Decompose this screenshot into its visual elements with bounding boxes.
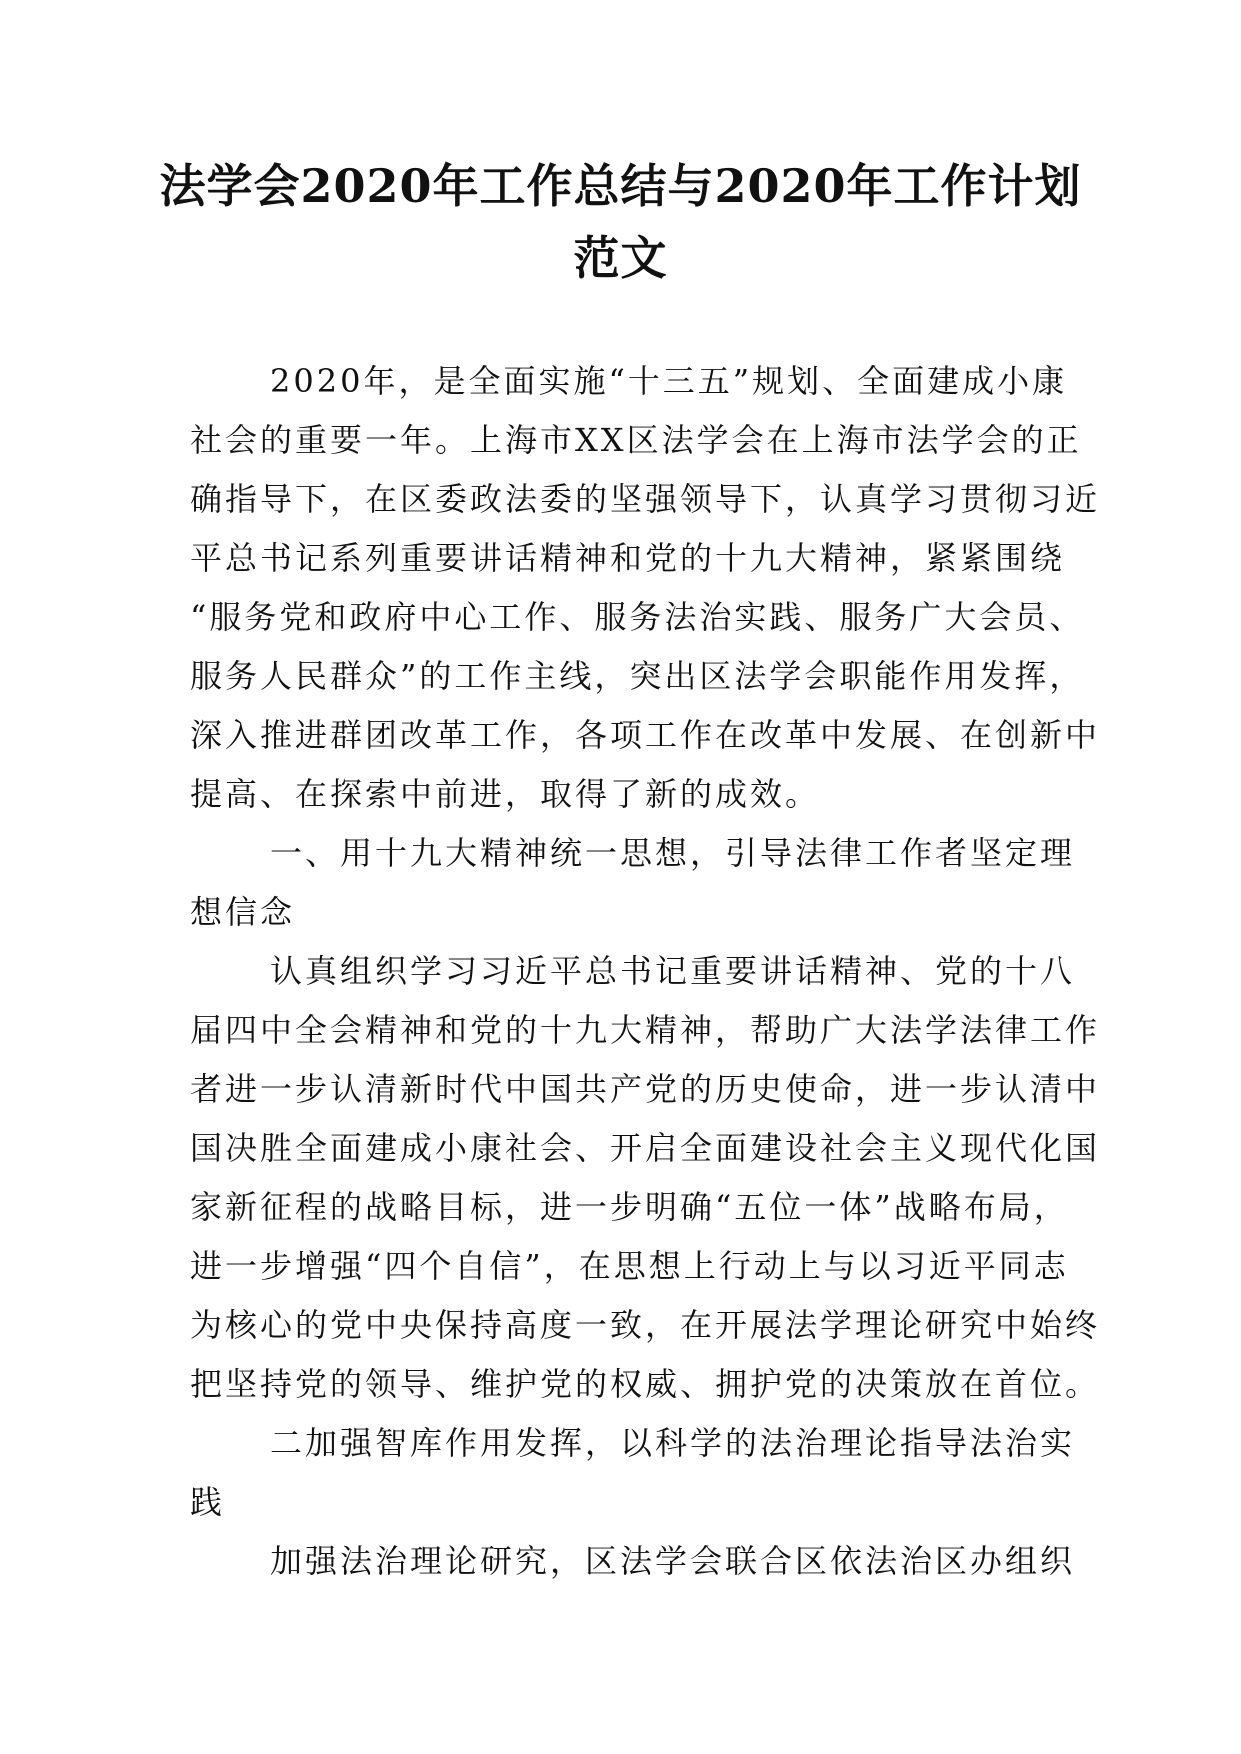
heading-line: 践 xyxy=(190,1483,226,1521)
document-title xyxy=(150,150,1091,294)
text-line: 家新征程的战略目标，进一步明确“五位一体”战略布局， xyxy=(190,1188,1069,1226)
text-line: 认真组织学习习近平总书记重要讲话精神、党的十八 xyxy=(270,952,1076,990)
text-line: 加强法治理论研究，区法学会联合区依法治区办组织 xyxy=(270,1542,1076,1580)
text-line: 把坚持党的领导、维护党的权威、拥护党的决策放在首位。 xyxy=(190,1365,1101,1403)
text-line: 届四中全会精神和党的十九大精神，帮助广大法学法律工作 xyxy=(190,1011,1101,1049)
text-line: 进一步增强“四个自信”，在思想上行动上与以习近平同志 xyxy=(190,1247,1069,1285)
title-line: 法学会2020年工作总结与2020年工作计划 xyxy=(159,159,1082,213)
heading-line: 想信念 xyxy=(190,893,296,931)
heading-line: 一、用十九大精神统一思想，引导法律工作者坚定理 xyxy=(270,834,1076,872)
text-line: 国决胜全面建成小康社会、开启全面建设社会主义现代化国 xyxy=(190,1129,1101,1167)
title-line: 范文 xyxy=(573,231,668,285)
text-line: 深入推进群团改革工作，各项工作在改革中发展、在创新中 xyxy=(190,716,1101,754)
text-line: 2020年，是全面实施“十三五”规划、全面建成小康 xyxy=(270,362,1068,400)
paragraph-section-1 xyxy=(190,942,1101,1414)
text-line: 为核心的党中央保持高度一致，在开展法学理论研究中始终 xyxy=(190,1306,1101,1344)
text-line: 社会的重要一年。上海市XX区法学会在上海市法学会的正 xyxy=(190,421,1082,459)
text-line: 提高、在探索中前进，取得了新的成效。 xyxy=(190,775,821,813)
document-body xyxy=(190,352,1101,1591)
paragraph-section-2 xyxy=(190,1532,1076,1591)
text-line: “服务党和政府中心工作、服务法治实践、服务广大会员、 xyxy=(190,598,1085,636)
heading-line: 二加强智库作用发挥，以科学的法治理论指导法治实 xyxy=(270,1424,1076,1462)
text-line: 确指导下，在区委政法委的坚强领导下，认真学习贯彻习近 xyxy=(190,480,1101,518)
text-line: 平总书记系列重要讲话精神和党的十九大精神，紧紧围绕 xyxy=(190,539,1066,577)
text-line: 服务人民群众”的工作主线，突出区法学会职能作用发挥， xyxy=(190,657,1085,695)
paragraph-intro xyxy=(190,352,1101,824)
section-heading-1 xyxy=(190,824,1076,942)
text-line: 者进一步认清新时代中国共产党的历史使命，进一步认清中 xyxy=(190,1070,1101,1108)
section-heading-2 xyxy=(190,1414,1076,1532)
